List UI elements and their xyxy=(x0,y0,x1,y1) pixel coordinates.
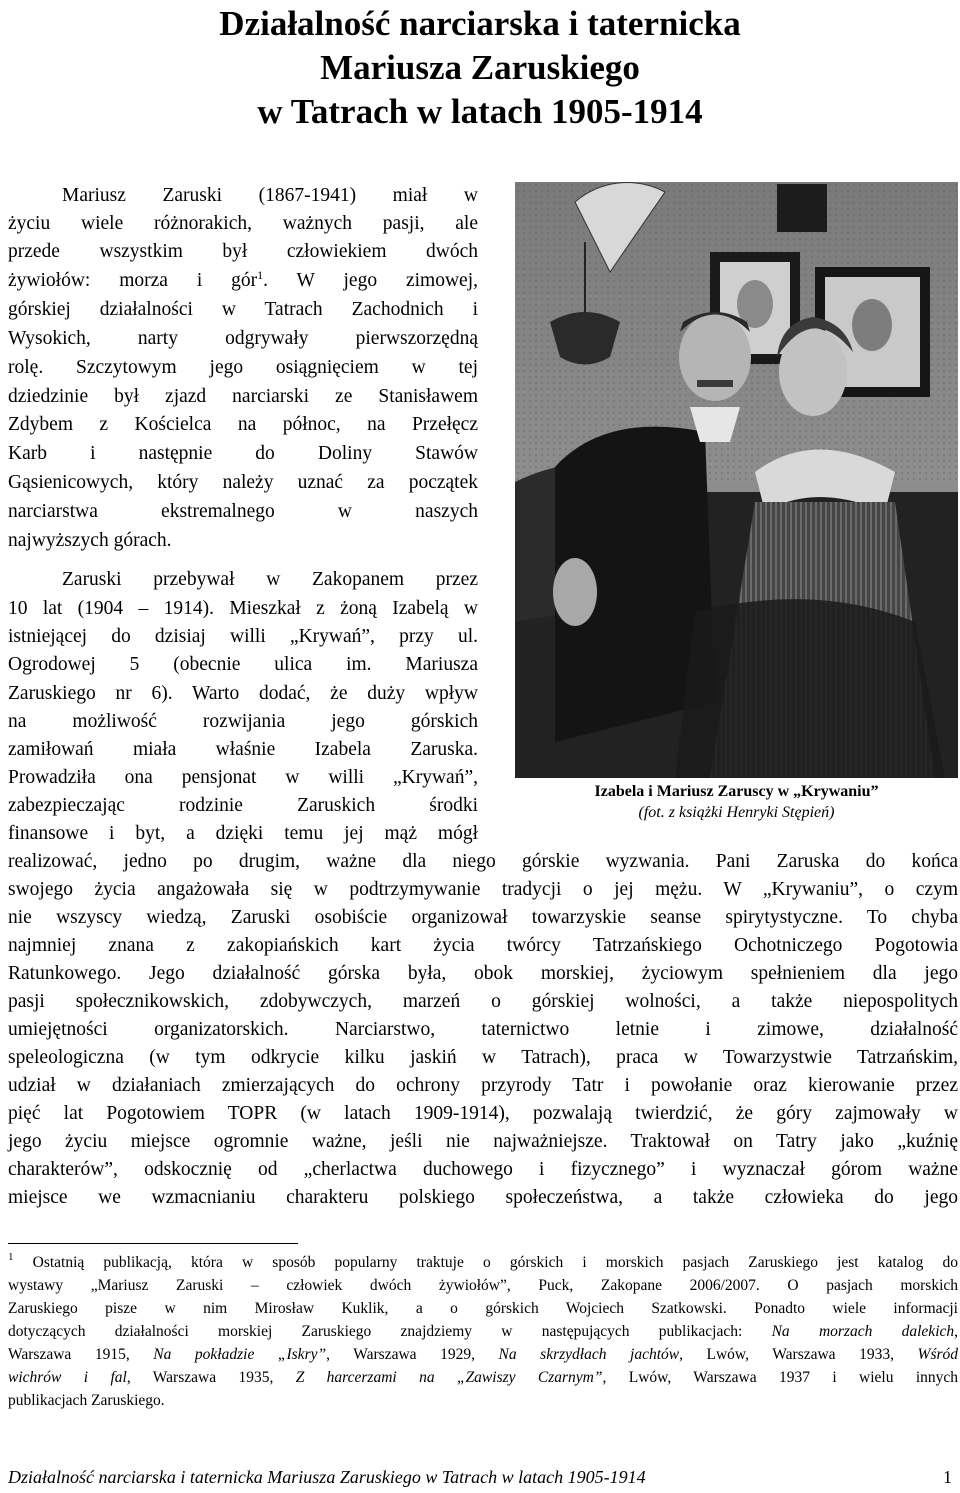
footnote-line xyxy=(8,1367,958,1388)
text-segment: , Lwów, Warszawa 1933, xyxy=(679,1346,918,1363)
text-line: Wysokich, narty odgrywały pierwszorzędną xyxy=(8,328,478,349)
page-number: 1 xyxy=(943,1467,952,1487)
text-line: udział w działaniach zmierzających do ochrony przyrody Tatr i powołanie oraz kierowanie przez xyxy=(8,1075,958,1096)
footnote-separator xyxy=(8,1243,298,1244)
text-line xyxy=(8,268,478,294)
text-segment: dotyczących działalności morskiej Zaruskiego znajdziemy w następujących publikacjach: xyxy=(8,1323,772,1340)
text-line: przede wszystkim był człowiekiem dwóch xyxy=(8,241,478,262)
text-line: swojego życia angażowała się w podtrzymywanie tradycji o jej mężu. W „Krywaniu”, o czym xyxy=(8,879,958,900)
text-line: rolę. Szczytowym jego osiągnięciem w tej xyxy=(8,357,478,378)
text-segment: , Warszawa 1929, xyxy=(326,1346,499,1363)
text-line: istniejącej do dzisiaj willi „Krywań”, przy ul. xyxy=(8,626,478,647)
footnote-line: publikacjach Zaruskiego. xyxy=(8,1392,165,1409)
photo-caption-title: Izabela i Mariusz Zaruscy w „Krywaniu” xyxy=(594,783,879,800)
portrait-photo-icon xyxy=(515,182,958,778)
text-line: speleologiczna (w tym odkrycie kilku jaskiń w Tatrach), praca w Towarzystwie Tatrzańskim, xyxy=(8,1047,958,1068)
text-segment: , xyxy=(954,1323,958,1340)
text-line: realizować, jedno po drugim, ważne dla niego górskie wyzwania. Pani Zaruska do końca xyxy=(8,851,958,872)
text-segment: żywiołów: morza i gór xyxy=(8,270,258,291)
text-line: Ogrodowej 5 (obecnie ulica im. Mariusza xyxy=(8,654,478,675)
text-line: Prowadziła ona pensjonat w willi „Krywań”, xyxy=(8,767,478,788)
text-line: pasji społecznikowskich, zdobywczych, marzeń o górskiej wolności, a także niepospolitych xyxy=(8,991,958,1012)
text-line: Gąsienicowych, który należy uznać za początek xyxy=(8,472,478,493)
book-title: Wśród xyxy=(917,1346,959,1363)
text-line: pięć lat Pogotowiem TOPR (w latach 1909-1914), pozwalają twierdzić, że góry zajmowały w xyxy=(8,1103,958,1124)
text-line: Mariusz Zaruski (1867-1941) miał w xyxy=(62,185,478,206)
footnote-line xyxy=(8,1252,958,1273)
text-line: finansowe i byt, a dzięki temu jej mąż mógł xyxy=(8,823,478,844)
text-line: życiu wiele różnorakich, ważnych pasji, ale xyxy=(8,213,478,234)
text-line: najmniej znana z zakopiańskich kart życia twórcy Tatrzańskiego Ochotniczego Pogotowia xyxy=(8,935,958,956)
footnote-number: 1 xyxy=(8,1251,14,1263)
text-line: na możliwość rozwijania jego górskich xyxy=(8,711,478,732)
book-title: Na skrzydłach jachtów xyxy=(498,1346,680,1363)
text-line: jego życiu miejsce ogromnie ważne, jeśli nie najważniejsze. Traktował on Tatry jako „kuźnię xyxy=(8,1131,958,1152)
text-line: charakterów”, odskocznię od „cherlactwa duchowego i fizycznego” i wyznaczał górom ważne xyxy=(8,1159,958,1180)
text-line: dziedzinie był zjazd narciarski ze Stanisławem xyxy=(8,386,478,407)
footnote-line xyxy=(8,1344,958,1365)
text-line: Ratunkowego. Jego działalność górska była, obok morskiej, życiowym spełnieniem dla jego xyxy=(8,963,958,984)
page-title xyxy=(0,2,960,134)
portrait-photo xyxy=(515,182,958,778)
footnote-line: wystawy „Mariusz Zaruski – człowiek dwóch żywiołów”, Puck, Zakopane 2006/2007. O pasjach morskich xyxy=(8,1277,958,1294)
title-line-3: w Tatrach w latach 1905-1914 xyxy=(257,92,703,131)
text-segment: Warszawa 1915, xyxy=(8,1346,154,1363)
book-title: Z harcerzami na „Zawiszy Czarnym” xyxy=(295,1369,603,1386)
text-line: Zaruskiego nr 6). Warto dodać, że duży wpływ xyxy=(8,683,478,704)
text-line: zamiłowań miała właśnie Izabela Zaruska. xyxy=(8,739,478,760)
title-line-2: Mariusza Zaruskiego xyxy=(320,48,640,87)
book-title: Na pokładzie „Iskry” xyxy=(153,1346,327,1363)
text-line: Zaruski przebywał w Zakopanem przez xyxy=(62,569,478,590)
text-line: miejsce we wzmacnianiu charakteru polskiego społeczeństwa, a także człowieka do jego xyxy=(8,1187,958,1208)
text-segment: . W jego zimowej, xyxy=(263,270,478,291)
footnote-line xyxy=(8,1321,958,1342)
running-footer-title: Działalność narciarska i taternicka Mariusza Zaruskiego w Tatrach w latach 1905-1914 xyxy=(8,1467,646,1487)
footnote-reference: 1 xyxy=(257,268,264,282)
photo-caption-source: (fot. z książki Henryki Stępień) xyxy=(638,804,835,821)
text-line: umiejętności organizatorskich. Narciarstwo, taternictwo letnie i zimowe, działalność xyxy=(8,1019,958,1040)
text-line: zabezpieczając rodzinie Zaruskich środki xyxy=(8,795,478,816)
text-line: nie wszyscy wiedzą, Zaruski osobiście organizował towarzyskie seanse spirytystyczne. To chyba xyxy=(8,907,958,928)
text-line: Karb i następnie do Doliny Stawów xyxy=(8,443,478,464)
text-line: górskiej działalności w Tatrach Zachodnich i xyxy=(8,299,478,320)
text-line: Zdybem z Kościelca na północ, na Przełęcz xyxy=(8,414,478,435)
text-segment: , Lwów, Warszawa 1937 i wielu innych xyxy=(602,1369,959,1386)
text-segment: Ostatnią publikacją, która w sposób popularny traktuje o górskich i morskich pasjach Zaruskiego jest katalog do xyxy=(32,1254,959,1271)
text-line: najwyższych górach. xyxy=(8,530,172,551)
text-line: narciarstwa ekstremalnego w naszych xyxy=(8,501,478,522)
book-title: Na morzach dalekich xyxy=(771,1323,955,1340)
book-title: wichrów i fal xyxy=(8,1369,127,1386)
text-line: 10 lat (1904 – 1914). Mieszkał z żoną Izabelą w xyxy=(8,598,478,619)
text-segment: , Warszawa 1935, xyxy=(126,1369,296,1386)
title-line-1: Działalność narciarska i taternicka xyxy=(219,4,741,43)
footnote-line: Zaruskiego pisze w nim Mirosław Kuklik, a o górskich Wojciech Szatkowski. Ponadto wiele informacji xyxy=(8,1300,958,1317)
